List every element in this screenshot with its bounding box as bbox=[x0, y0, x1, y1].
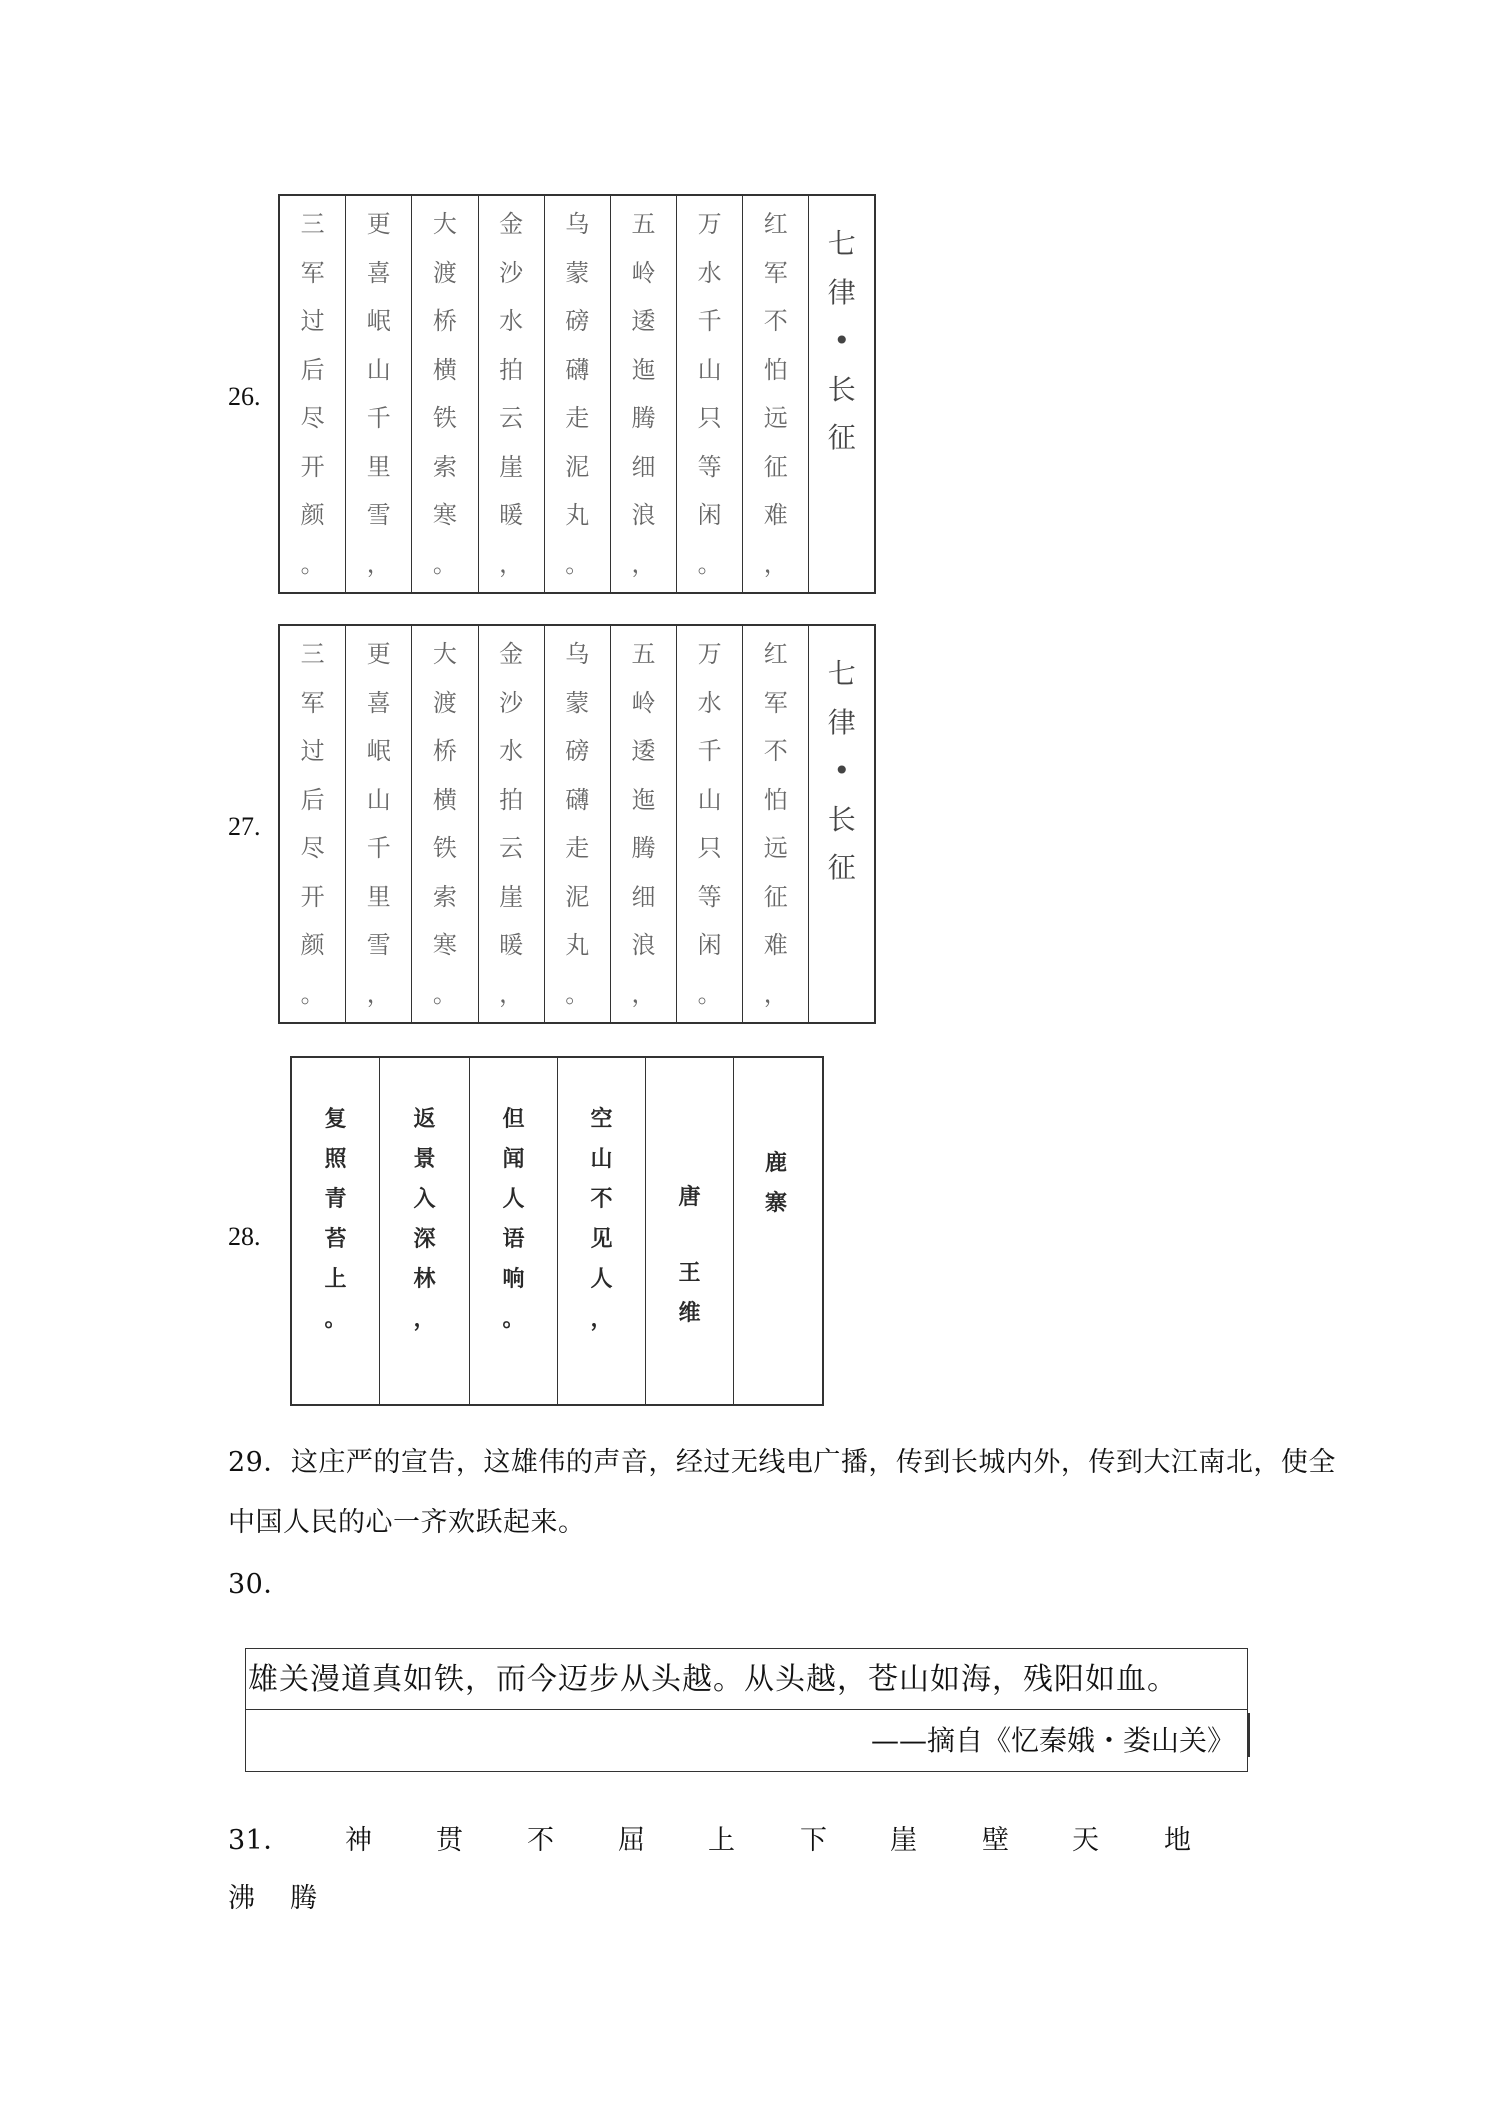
poem-char: 征 bbox=[827, 421, 856, 454]
poem-column bbox=[380, 1058, 470, 1404]
poem-char: 渡 bbox=[432, 258, 457, 287]
poem-char: 远 bbox=[763, 834, 788, 862]
poem-char: 尽 bbox=[300, 834, 325, 862]
item-number-29: 29． bbox=[228, 1447, 291, 1478]
poem-char: 更 bbox=[366, 640, 391, 668]
poem-char: 细 bbox=[631, 882, 656, 911]
poem-char: 岭 bbox=[631, 688, 656, 717]
poem-char: 征 bbox=[763, 452, 788, 481]
poem-char: ， bbox=[499, 549, 524, 578]
poem-char: 渡 bbox=[432, 688, 457, 717]
poem-char: 细 bbox=[631, 452, 656, 481]
poem-char: 乌 bbox=[565, 210, 590, 238]
poem-char: 泥 bbox=[565, 882, 590, 911]
poem-char: 索 bbox=[432, 452, 457, 481]
poem-column bbox=[611, 196, 677, 592]
poem-char: 千 bbox=[366, 834, 391, 862]
poem-char: 云 bbox=[499, 404, 524, 432]
quote-box bbox=[245, 1648, 1248, 1772]
poem-char: 山 bbox=[590, 1147, 613, 1172]
poem-char: 沙 bbox=[499, 688, 524, 717]
poem-column bbox=[479, 626, 545, 1022]
poem-char: 里 bbox=[366, 882, 391, 911]
author-dynasty: 唐 bbox=[678, 1185, 701, 1210]
poem-char: 苔 bbox=[324, 1227, 347, 1252]
poem-char: 桥 bbox=[432, 737, 457, 765]
poem-char: ， bbox=[763, 549, 788, 578]
poem-title-column bbox=[809, 626, 874, 1022]
poem-column bbox=[479, 196, 545, 592]
poem-char: 岷 bbox=[366, 307, 391, 335]
poem-char: 喜 bbox=[366, 258, 391, 287]
poem-char: 照 bbox=[324, 1147, 347, 1172]
poem-char: 律 bbox=[827, 275, 856, 309]
poem-char: ， bbox=[366, 979, 391, 1008]
answer-word: 沸 bbox=[228, 1883, 255, 1914]
poem-char: 逶 bbox=[631, 737, 656, 765]
item-number-30: 30． bbox=[228, 1569, 291, 1600]
poem-char: 。 bbox=[324, 1307, 347, 1332]
item-29-text-1: 这庄严的宣告，这雄伟的声音，经过无线电广播，传到长城内外，传到大江南北，使全 bbox=[290, 1447, 1336, 1478]
poem-char: 腾 bbox=[631, 404, 656, 432]
poem-char: 见 bbox=[590, 1227, 613, 1252]
poem-char: 泥 bbox=[565, 452, 590, 481]
poem-char: 桥 bbox=[432, 307, 457, 335]
poem-char: 迤 bbox=[631, 355, 656, 384]
poem-char: 军 bbox=[300, 688, 325, 717]
poem-char: 上 bbox=[324, 1267, 347, 1292]
poem-column bbox=[743, 196, 809, 592]
poem-char: 过 bbox=[300, 307, 325, 335]
poem-char: 三 bbox=[300, 640, 325, 668]
poem-char: 。 bbox=[432, 549, 457, 578]
poem-char: 乌 bbox=[565, 640, 590, 668]
poem-char: • bbox=[833, 324, 850, 357]
poem-char: 大 bbox=[432, 210, 457, 238]
poem-column bbox=[677, 626, 743, 1022]
poem-char: 过 bbox=[300, 737, 325, 765]
poem-char: 不 bbox=[763, 737, 788, 765]
poem-char: 七 bbox=[827, 657, 856, 690]
poem-char: 红 bbox=[763, 640, 788, 668]
poem-char: ， bbox=[499, 979, 524, 1008]
poem-char: ， bbox=[590, 1307, 613, 1332]
poem-char: 深 bbox=[413, 1227, 436, 1252]
poem-char: 岷 bbox=[366, 737, 391, 765]
poem-char: 沙 bbox=[499, 258, 524, 287]
item-number-28: 28. bbox=[228, 1222, 261, 1251]
item-29-line-1 bbox=[228, 1440, 1336, 1479]
poem-char: 鹿 bbox=[764, 1151, 787, 1176]
poem-char: 拍 bbox=[499, 355, 524, 384]
poem-table-qilv-changzheng bbox=[278, 624, 876, 1024]
poem-table-qilv-changzheng bbox=[278, 194, 876, 594]
poem-char: 开 bbox=[300, 452, 325, 481]
poem-char: 但 bbox=[502, 1107, 525, 1132]
poem-char: 怕 bbox=[763, 355, 788, 384]
quote-text: 雄关漫道真如铁，而今迈步从头越。从头越，苍山如海，残阳如血。 bbox=[246, 1649, 1247, 1710]
poem-char: 索 bbox=[432, 882, 457, 911]
poem-char: 走 bbox=[565, 834, 590, 862]
poem-char: 铁 bbox=[432, 404, 457, 432]
poem-column bbox=[412, 626, 478, 1022]
poem-char: 语 bbox=[502, 1227, 525, 1252]
poem-char: 走 bbox=[565, 404, 590, 432]
poem-char: 寨 bbox=[764, 1191, 787, 1216]
poem-char: 等 bbox=[697, 882, 722, 911]
poem-char: 喜 bbox=[366, 688, 391, 717]
poem-char: 蒙 bbox=[565, 688, 590, 717]
poem-char: 万 bbox=[697, 640, 722, 668]
poem-char: 水 bbox=[499, 737, 524, 765]
poem-char: 开 bbox=[300, 882, 325, 911]
poem-char: ， bbox=[631, 549, 656, 578]
poem-char: 暖 bbox=[499, 501, 524, 529]
poem-char: 只 bbox=[697, 404, 722, 432]
poem-char: 难 bbox=[763, 931, 788, 959]
poem-char: 磅 bbox=[565, 307, 590, 335]
poem-column bbox=[743, 626, 809, 1022]
poem-char: ， bbox=[413, 1307, 436, 1332]
answer-word: 下 bbox=[800, 1825, 827, 1856]
poem-char: ， bbox=[366, 549, 391, 578]
poem-column bbox=[346, 196, 412, 592]
poem-char: • bbox=[833, 754, 850, 787]
poem-char: 等 bbox=[697, 452, 722, 481]
poem-char: 水 bbox=[499, 307, 524, 335]
poem-char: 山 bbox=[366, 355, 391, 384]
poem-char: 七 bbox=[827, 227, 856, 260]
answer-word: 腾 bbox=[290, 1883, 317, 1914]
poem-char: 复 bbox=[324, 1107, 347, 1132]
answer-word: 天 bbox=[1072, 1825, 1099, 1856]
poem-char: 闲 bbox=[697, 931, 722, 959]
poem-char: ， bbox=[631, 979, 656, 1008]
poem-char: 入 bbox=[413, 1187, 436, 1212]
poem-char: 迤 bbox=[631, 785, 656, 814]
poem-char: 云 bbox=[499, 834, 524, 862]
poem-char: 闻 bbox=[502, 1147, 525, 1172]
poem-char: 千 bbox=[697, 737, 722, 765]
poem-char: 长 bbox=[827, 802, 856, 836]
poem-char: 腾 bbox=[631, 834, 656, 862]
poem-char: 颜 bbox=[300, 931, 325, 959]
poem-char: 远 bbox=[763, 404, 788, 432]
poem-column bbox=[558, 1058, 646, 1404]
poem-char: 军 bbox=[763, 258, 788, 287]
poem-column bbox=[545, 196, 611, 592]
poem-column bbox=[470, 1058, 558, 1404]
poem-char: 。 bbox=[502, 1307, 525, 1332]
poem-char: 后 bbox=[300, 785, 325, 814]
poem-char: 横 bbox=[432, 355, 457, 384]
poem-column bbox=[677, 196, 743, 592]
poem-char: 军 bbox=[763, 688, 788, 717]
poem-char: 怕 bbox=[763, 785, 788, 814]
poem-char: 横 bbox=[432, 785, 457, 814]
poem-char: 空 bbox=[590, 1107, 613, 1132]
poem-char: 。 bbox=[300, 549, 325, 578]
poem-char: 崖 bbox=[499, 882, 524, 911]
poem-column bbox=[412, 196, 478, 592]
poem-char: 蒙 bbox=[565, 258, 590, 287]
poem-char: 金 bbox=[499, 210, 524, 238]
poem-char: 千 bbox=[366, 404, 391, 432]
poem-char: 水 bbox=[697, 258, 722, 287]
poem-char: 尽 bbox=[300, 404, 325, 432]
poem-char: 红 bbox=[763, 210, 788, 238]
poem-column bbox=[280, 196, 346, 592]
poem-char: 。 bbox=[697, 979, 722, 1008]
poem-char: 。 bbox=[565, 979, 590, 1008]
poem-char: 。 bbox=[432, 979, 457, 1008]
quote-source: ——摘自《忆秦娥・娄山关》 bbox=[870, 1724, 1235, 1757]
item-number-31: 31． bbox=[228, 1825, 291, 1856]
box-edge-mark bbox=[1248, 1713, 1250, 1757]
poem-char: 响 bbox=[502, 1267, 525, 1292]
poem-column bbox=[611, 626, 677, 1022]
poem-char: 雪 bbox=[366, 501, 391, 529]
poem-char: 浪 bbox=[631, 501, 656, 529]
poem-column bbox=[346, 626, 412, 1022]
poem-char: 金 bbox=[499, 640, 524, 668]
poem-title-column bbox=[809, 196, 874, 592]
poem-char: ， bbox=[763, 979, 788, 1008]
poem-char: 五 bbox=[631, 640, 656, 668]
poem-char: 浪 bbox=[631, 931, 656, 959]
poem-char: 崖 bbox=[499, 452, 524, 481]
poem-char: 林 bbox=[413, 1267, 436, 1292]
poem-char: 寒 bbox=[432, 931, 457, 959]
poem-char: 铁 bbox=[432, 834, 457, 862]
poem-char: 里 bbox=[366, 452, 391, 481]
poem-char: 丸 bbox=[565, 931, 590, 959]
poem-char: 难 bbox=[763, 501, 788, 529]
poem-char: 岭 bbox=[631, 258, 656, 287]
poem-char: 山 bbox=[697, 785, 722, 814]
item-number-27: 27. bbox=[228, 812, 261, 841]
author-name-char: 维 bbox=[678, 1301, 701, 1326]
answer-word: 不 bbox=[527, 1825, 554, 1856]
poem-char: 只 bbox=[697, 834, 722, 862]
poem-char: 雪 bbox=[366, 931, 391, 959]
poem-char: 不 bbox=[590, 1187, 613, 1212]
poem-char: 万 bbox=[697, 210, 722, 238]
poem-column bbox=[280, 626, 346, 1022]
item-29-line-2: 中国人民的心一齐欢跃起来。 bbox=[228, 1507, 586, 1538]
poem-char: 磅 bbox=[565, 737, 590, 765]
poem-char: 山 bbox=[366, 785, 391, 814]
poem-char: 大 bbox=[432, 640, 457, 668]
poem-char: 征 bbox=[763, 882, 788, 911]
poem-char: 。 bbox=[565, 549, 590, 578]
poem-char: 寒 bbox=[432, 501, 457, 529]
poem-char: 人 bbox=[590, 1267, 613, 1292]
poem-char: 不 bbox=[763, 307, 788, 335]
poem-char: 景 bbox=[413, 1147, 436, 1172]
poem-char: 闲 bbox=[697, 501, 722, 529]
poem-title-column bbox=[734, 1058, 818, 1404]
poem-char: 军 bbox=[300, 258, 325, 287]
answer-word: 神 bbox=[345, 1825, 372, 1856]
poem-char: 丸 bbox=[565, 501, 590, 529]
poem-char: 三 bbox=[300, 210, 325, 238]
author-name-char: 王 bbox=[678, 1261, 701, 1286]
poem-column bbox=[545, 626, 611, 1022]
poem-char: 更 bbox=[366, 210, 391, 238]
poem-author-column bbox=[646, 1058, 734, 1404]
poem-char: 。 bbox=[697, 549, 722, 578]
poem-char: 律 bbox=[827, 705, 856, 739]
poem-char: 逶 bbox=[631, 307, 656, 335]
answer-word: 地 bbox=[1164, 1825, 1191, 1856]
poem-char: 山 bbox=[697, 355, 722, 384]
poem-char: 人 bbox=[502, 1187, 525, 1212]
answer-word: 崖 bbox=[890, 1825, 917, 1856]
poem-char: 后 bbox=[300, 355, 325, 384]
poem-char: 返 bbox=[413, 1107, 436, 1132]
poem-column bbox=[292, 1058, 380, 1404]
poem-char: 长 bbox=[827, 372, 856, 406]
poem-char: 征 bbox=[827, 851, 856, 884]
poem-char: 。 bbox=[300, 979, 325, 1008]
item-number-26: 26. bbox=[228, 382, 261, 411]
answer-word: 屈 bbox=[618, 1825, 645, 1856]
answer-word: 贯 bbox=[436, 1825, 463, 1856]
answer-word: 上 bbox=[708, 1825, 735, 1856]
poem-char: 水 bbox=[697, 688, 722, 717]
poem-char: 颜 bbox=[300, 501, 325, 529]
poem-char: 礴 bbox=[565, 355, 590, 384]
answer-word: 壁 bbox=[982, 1825, 1009, 1856]
poem-char: 青 bbox=[324, 1187, 347, 1212]
poem-table-luzhai bbox=[290, 1056, 824, 1406]
poem-char: 礴 bbox=[565, 785, 590, 814]
poem-char: 拍 bbox=[499, 785, 524, 814]
poem-char: 五 bbox=[631, 210, 656, 238]
poem-char: 千 bbox=[697, 307, 722, 335]
poem-char: 暖 bbox=[499, 931, 524, 959]
